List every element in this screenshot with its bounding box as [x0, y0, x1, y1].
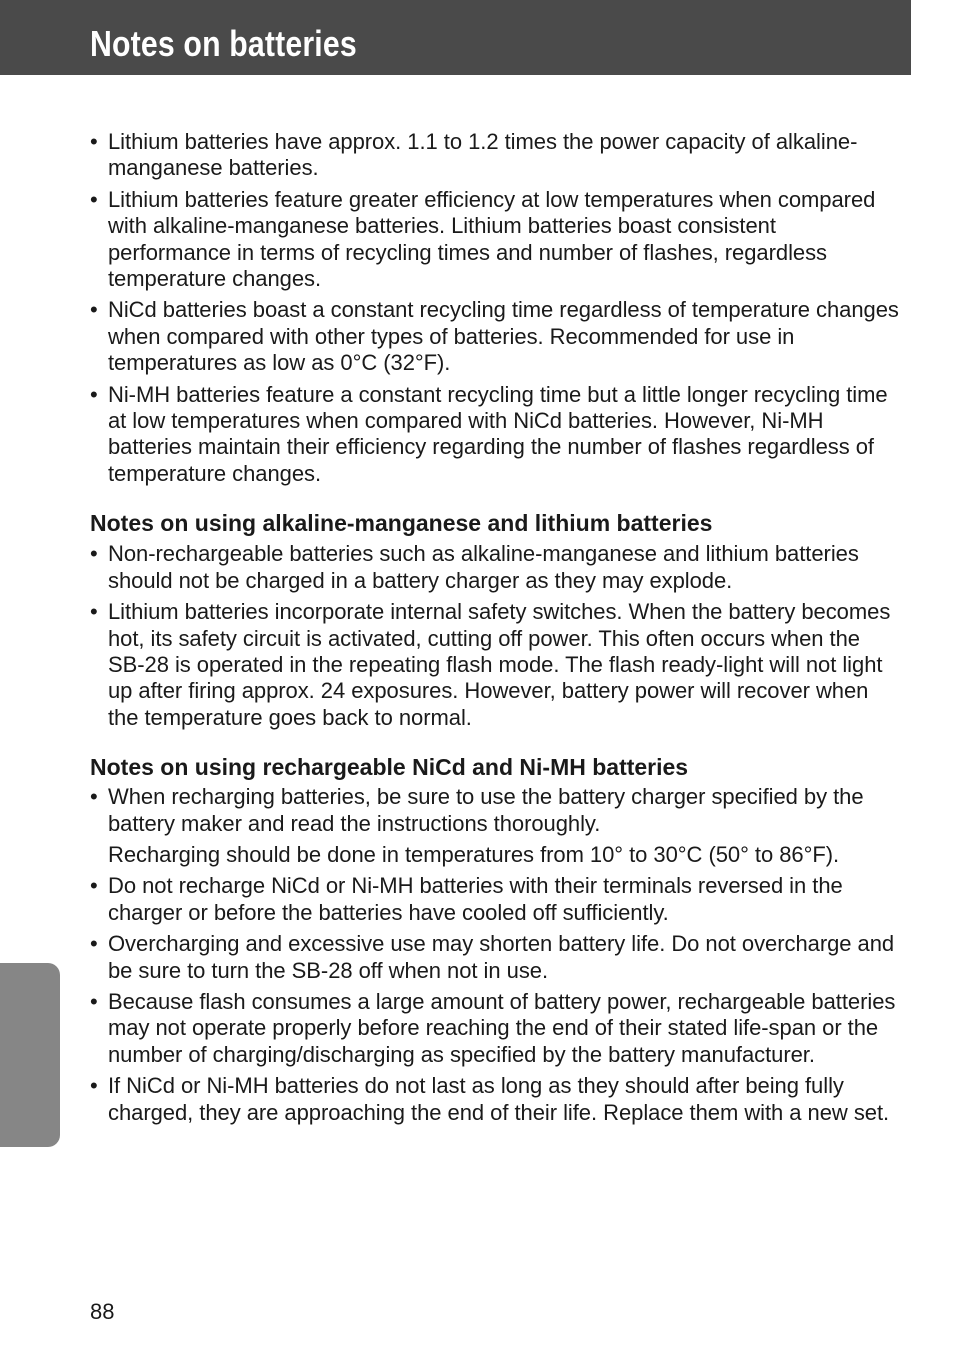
bullet-icon: • — [90, 297, 98, 323]
bullet-icon: • — [90, 599, 98, 625]
bullet-icon: • — [90, 931, 98, 957]
list-item-text: Ni-MH batteries feature a constant recycling time but a little longer recycling time at low temperatures when compared with NiCd batteries. However, Ni-MH batteries maintain their efficiency regarding the number of flashes regardless of temperature changes. — [108, 381, 888, 486]
list-item-text: Do not recharge NiCd or Ni-MH batteries with their terminals reversed in the charger or before the batteries have cooled off sufficiently. — [108, 873, 843, 925]
list-item — [90, 541, 902, 594]
list-item — [90, 382, 902, 488]
list-item — [90, 297, 902, 376]
header-bar — [0, 0, 911, 75]
list-item-text: Non-rechargeable batteries such as alkaline-manganese and lithium batteries should not be charged in a battery charger as they may explode. — [108, 541, 859, 593]
list-item-text: Because flash consumes a large amount of battery power, rechargeable batteries may not operate properly before reaching the end of their stated life-span or the number of charging/discharging as specified by the battery manufacturer. — [108, 988, 896, 1067]
section-heading-rechargeable: Notes on using rechargeable NiCd and Ni-MH batteries — [90, 754, 689, 781]
page-number: 88 — [90, 1299, 115, 1324]
bullet-icon: • — [90, 541, 98, 567]
main-content — [90, 129, 902, 1131]
list-item-text: NiCd batteries boast a constant recycling time regardless of temperature changes when compared with other types of batteries. Recommended for use in temperatures as low as 0°C (32°F). — [108, 297, 899, 376]
alkaline-list — [90, 541, 902, 731]
page-title: Notes on batteries — [90, 23, 357, 64]
list-item — [90, 599, 902, 731]
list-item-text: When recharging batteries, be sure to use the battery charger specified by the battery maker and read the instructions thoroughly. — [108, 784, 864, 836]
list-item — [90, 784, 902, 868]
list-item — [90, 187, 902, 293]
intro-list — [90, 129, 902, 487]
list-item — [90, 129, 902, 182]
list-item — [90, 989, 902, 1068]
section-heading-alkaline: Notes on using alkaline-manganese and lithium batteries — [90, 510, 713, 537]
bullet-icon: • — [90, 129, 98, 154]
bullet-icon: • — [90, 873, 98, 899]
bullet-icon: • — [90, 381, 98, 407]
section-tab — [0, 963, 60, 1147]
bullet-icon: • — [90, 784, 98, 810]
list-item-note: Recharging should be done in temperatures from 10° to 30°C (50° to 86°F). — [108, 841, 840, 867]
list-item-text: Lithium batteries incorporate internal safety switches. When the battery becomes hot, its safety circuit is activated, cutting off power. This often occurs when the SB-28 is operated in the repeating flash mode. The flash ready-light will not light up after firing approx. 24 exposures. However, battery power will recover when the temperature goes back to normal. — [108, 599, 891, 730]
list-item-text: Lithium batteries feature greater efficiency at low temperatures when compared with alkaline-manganese batteries. Lithium batteries boast consistent performance in terms of recycling times and number of flashes, regardless temperature changes. — [108, 186, 876, 292]
bullet-icon: • — [90, 1073, 98, 1099]
list-item-text: If NiCd or Ni-MH batteries do not last as long as they should after being fully charged, they are approaching the end of their life. Replace them with a new set. — [108, 1073, 890, 1125]
list-item-text: Lithium batteries have approx. 1.1 to 1.2 times the power capacity of alkaline-manganese batteries. — [108, 129, 858, 181]
rechargeable-list — [90, 784, 902, 1126]
bullet-icon: • — [90, 186, 98, 212]
list-item — [90, 1073, 902, 1126]
list-item — [90, 873, 902, 926]
list-item-text: Overcharging and excessive use may shorten battery life. Do not overcharge and be sure to turn the SB-28 off when not in use. — [108, 931, 895, 983]
bullet-icon: • — [90, 988, 98, 1014]
list-item — [90, 931, 902, 984]
